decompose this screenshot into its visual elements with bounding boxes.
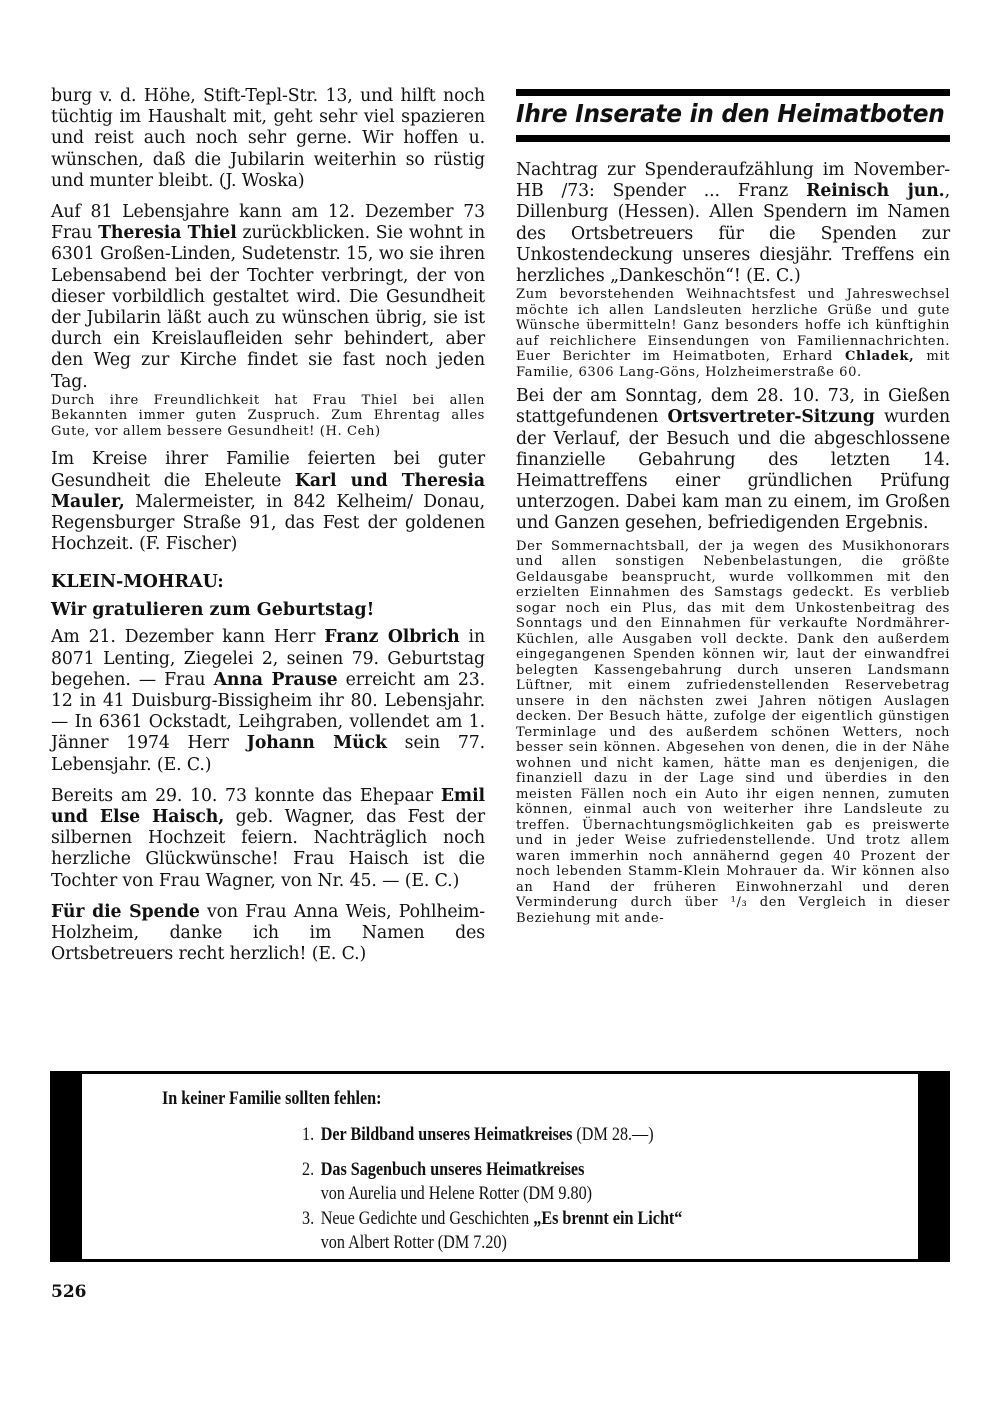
item-number: 2. — [302, 1159, 315, 1180]
book-title: Das Sagenbuch unseres Heimatkreises — [320, 1159, 585, 1180]
paragraph-text: mit Familie, 6306 Lang-Göns, Holzheimerstraße 60. — [516, 349, 950, 380]
article-paragraph-small — [51, 393, 485, 440]
ad-content — [82, 1074, 918, 1259]
banner-title: Ihre Inserate in den Heimatboten — [516, 99, 945, 128]
paragraph-text: sein 77. Lebensjahr. (E. C.) — [51, 733, 485, 775]
right-column — [516, 86, 950, 926]
paragraph-text: Am 21. Dezember kann Herr — [51, 627, 325, 648]
paragraph-text: Im Kreise ihrer Familie feierten bei guter Gesundheit die Eheleute — [51, 449, 485, 491]
article-paragraph — [516, 160, 950, 287]
article-paragraph — [51, 627, 485, 775]
paragraph-text: Bereits am 29. 10. 73 konnte das Ehepaar — [51, 785, 441, 806]
book-title: Der Bildband unseres Heimatkreises — [320, 1124, 573, 1145]
book-price: (DM 28.—) — [572, 1124, 654, 1145]
paragraph-text: erreicht am 23. 12 in 41 Duisburg-Bissigheim ihr 80. Lebensjahr. — In 6361 Ockstadt, Leihgraben, vollendet am 1. Jänner 1974 Herr — [51, 669, 485, 754]
sub-heading: Wir gratulieren zum Geburtstag! — [51, 600, 375, 621]
paragraph-text: burg v. d. Höhe, Stift-Tepl-Str. 13, und hilft noch tüchtig im Haushalt mit, geht sehr viel spazieren und reist auch noch sehr gerne. Wir hoffen u. wünschen, daß die Jubilarin weiterhin so rüstig und munter bleibt. (J. Woska) — [51, 86, 485, 191]
emphasis-text: Ortsvertreter-Sitzung — [667, 407, 875, 428]
paragraph-text: Der Sommernachtsball, der ja wegen des Musikhonorars und allen sonstigen Nebenbelastungen, die größte Geldausgabe beansprucht, wurde vollkommen mit den erzielten Einnahmen des Samstags gedeckt. Es verblieb sogar noch ein Plus, das mit dem Unkostenbeitrag des Sonntags und den Einnahmen für verkaufte Nordmährer-Küchlen, alle Ausgaben voll deckte. Dank den außerdem eingegangenen Spenden können wir, laut der einwandfrei belegten Kassengebahrung durch unseren Landsmann Lüftner, mit einem zufriedenstellenden Reservebetrag unsere in den nächsten zwei Jahren nötigen Auslagen decken. Der Besuch hätte, zufolge der eigentlich günstigen Terminlage und des außerdem schönen Wetters, noch besser sein können. Abgesehen von denen, die in der Nähe wohnen und nicht kamen, hätte man es denjenigen, die finanziell dazu in der Lage sind und überdies in den meisten Fällen noch ein Auto ihr eigen nennen, zumuten können, einmal auch von weiterher ihre Landsleute zu treffen. Übernachtungsmöglichkeiten gab es preiswerte und in jeder Weise zufriedenstellende. Und trotz allem waren immerhin noch annähernd gegen 40 Prozent der noch lebenden Stamm-Klein Mohrauer da. Wir können also an Hand der früheren Einwohnerzahl und deren Verminderung durch über ¹/₃ den Vergleich in dieser Beziehung mit ande- — [516, 538, 950, 926]
article-paragraph — [51, 902, 485, 966]
banner-rule-bottom — [516, 135, 950, 142]
banner-rule-top — [516, 89, 950, 96]
paragraph-text: Nachtrag zur Spenderaufzählung im November-HB /73: Spender ... Franz — [516, 160, 950, 202]
ad-list-item — [302, 1207, 682, 1255]
ad-list-item — [302, 1123, 654, 1147]
ad-lead-text: In keiner Familie sollten fehlen: — [162, 1088, 382, 1109]
paragraph-text: Malermeister, in 842 Kelheim/ Donau, Regensburger Straße 91, das Fest der goldenen Hochzeit. (F. Fischer) — [51, 491, 485, 555]
article-paragraph-small — [516, 287, 950, 380]
ad-list-item — [302, 1158, 592, 1206]
paragraph-text: Durch ihre Freundlichkeit hat Frau Thiel bei allen Bekannten immer guten Zuspruch. Zum Ehrentag alles Gute, vor allem bessere Gesundheit! (H. Ceh) — [51, 392, 485, 439]
page-number: 526 — [51, 1282, 87, 1302]
book-author-price: von Albert Rotter (DM 7.20) — [320, 1232, 507, 1253]
paragraph-text: wurden der Verlauf, der Besuch und die abgeschlossene finanzielle Gebahrung des letzten 14. Heimattreffens einer gründlichen Prüfung unterzogen. Dabei kam man zu einem, im Großen und Ganzen gesehen, befriedigenden Ergebnis. — [516, 407, 950, 534]
person-name: Reinisch jun. — [806, 181, 945, 202]
article-paragraph — [51, 202, 485, 393]
item-number: 3. — [302, 1208, 315, 1229]
book-description: Neue Gedichte und Geschichten — [320, 1208, 534, 1229]
book-title: „Es brennt ein Licht“ — [533, 1208, 683, 1229]
paragraph-text: Zum bevorstehenden Weihnachtsfest und Jahreswechsel möchte ich allen Landsleuten herzliche Grüße und gute Wünsche übermitteln! Ganz besonders hoffe ich künftighin auf reichlichere Einsendungen von Familiennachrichten. Euer Berichter im Heimatboten, Erhard — [516, 287, 950, 365]
article-paragraph — [51, 786, 485, 892]
person-name: Chladek, — [844, 349, 915, 365]
article-paragraph — [516, 386, 950, 534]
paragraph-text: geb. Wagner, das Fest der silbernen Hochzeit feiern. Nachträglich noch herzliche Glückwünsche! Frau Haisch ist die Tochter von Frau Wagner, von Nr. 45. — (E. C.) — [51, 806, 485, 891]
person-name: Theresia Thiel — [98, 223, 237, 244]
emphasis-text: Für die Spende — [51, 901, 200, 922]
advertisement-box — [50, 1071, 950, 1262]
article-paragraph — [51, 86, 485, 192]
paragraph-text: von Frau Anna Weis, Pohlheim-Holzheim, danke ich im Namen des Ortsbetreuers recht herzlich! (E. C.) — [51, 901, 485, 965]
paragraph-text: , Dillenburg (Hessen). Allen Spendern im Namen des Ortsbetreuers für die Spenden zur Unkostendeckung unseres diesjähr. Treffens ein herzliches „Dankeschön“! (E. C.) — [516, 181, 950, 287]
ad-border-right — [918, 1071, 950, 1262]
person-name: Karl und Theresia Mauler, — [51, 470, 485, 512]
article-paragraph — [51, 449, 485, 555]
section-banner — [516, 89, 950, 145]
book-author-price: von Aurelia und Helene Rotter (DM 9.80) — [320, 1183, 593, 1204]
paragraph-text: Auf 81 Lebensjahre kann am 12. Dezember 73 Frau — [51, 202, 485, 244]
person-name: Emil und Else Haisch, — [51, 785, 485, 827]
item-number: 1. — [302, 1124, 315, 1145]
person-name: Franz Olbrich — [324, 627, 460, 648]
ad-border-left — [50, 1071, 82, 1262]
section-heading: KLEIN-MOHRAU: — [51, 572, 224, 593]
paragraph-text: Bei der am Sonntag, dem 28. 10. 73, in Gießen stattgefundenen — [516, 386, 950, 428]
left-column — [51, 86, 485, 965]
person-name: Johann Mück — [246, 733, 387, 754]
paragraph-text: in 8071 Lenting, Ziegelei 2, seinen 79. Geburtstag begehen. — Frau — [51, 627, 485, 690]
person-name: Anna Prause — [213, 669, 338, 690]
article-paragraph-small — [516, 539, 950, 927]
paragraph-text: zurückblicken. Sie wohnt in 6301 Großen-Linden, Sudetenstr. 15, wo sie ihren Lebensabend bei der Tochter verbringt, der von dieser vorbildlich gestaltet wird. Die Gesundheit der Jubilarin läßt auch zu wünschen übrig, sie ist durch ein Kreislaufleiden sehr behindert, aber den Weg zur Kirche findet sie fast noch jeden Tag. — [51, 223, 485, 392]
